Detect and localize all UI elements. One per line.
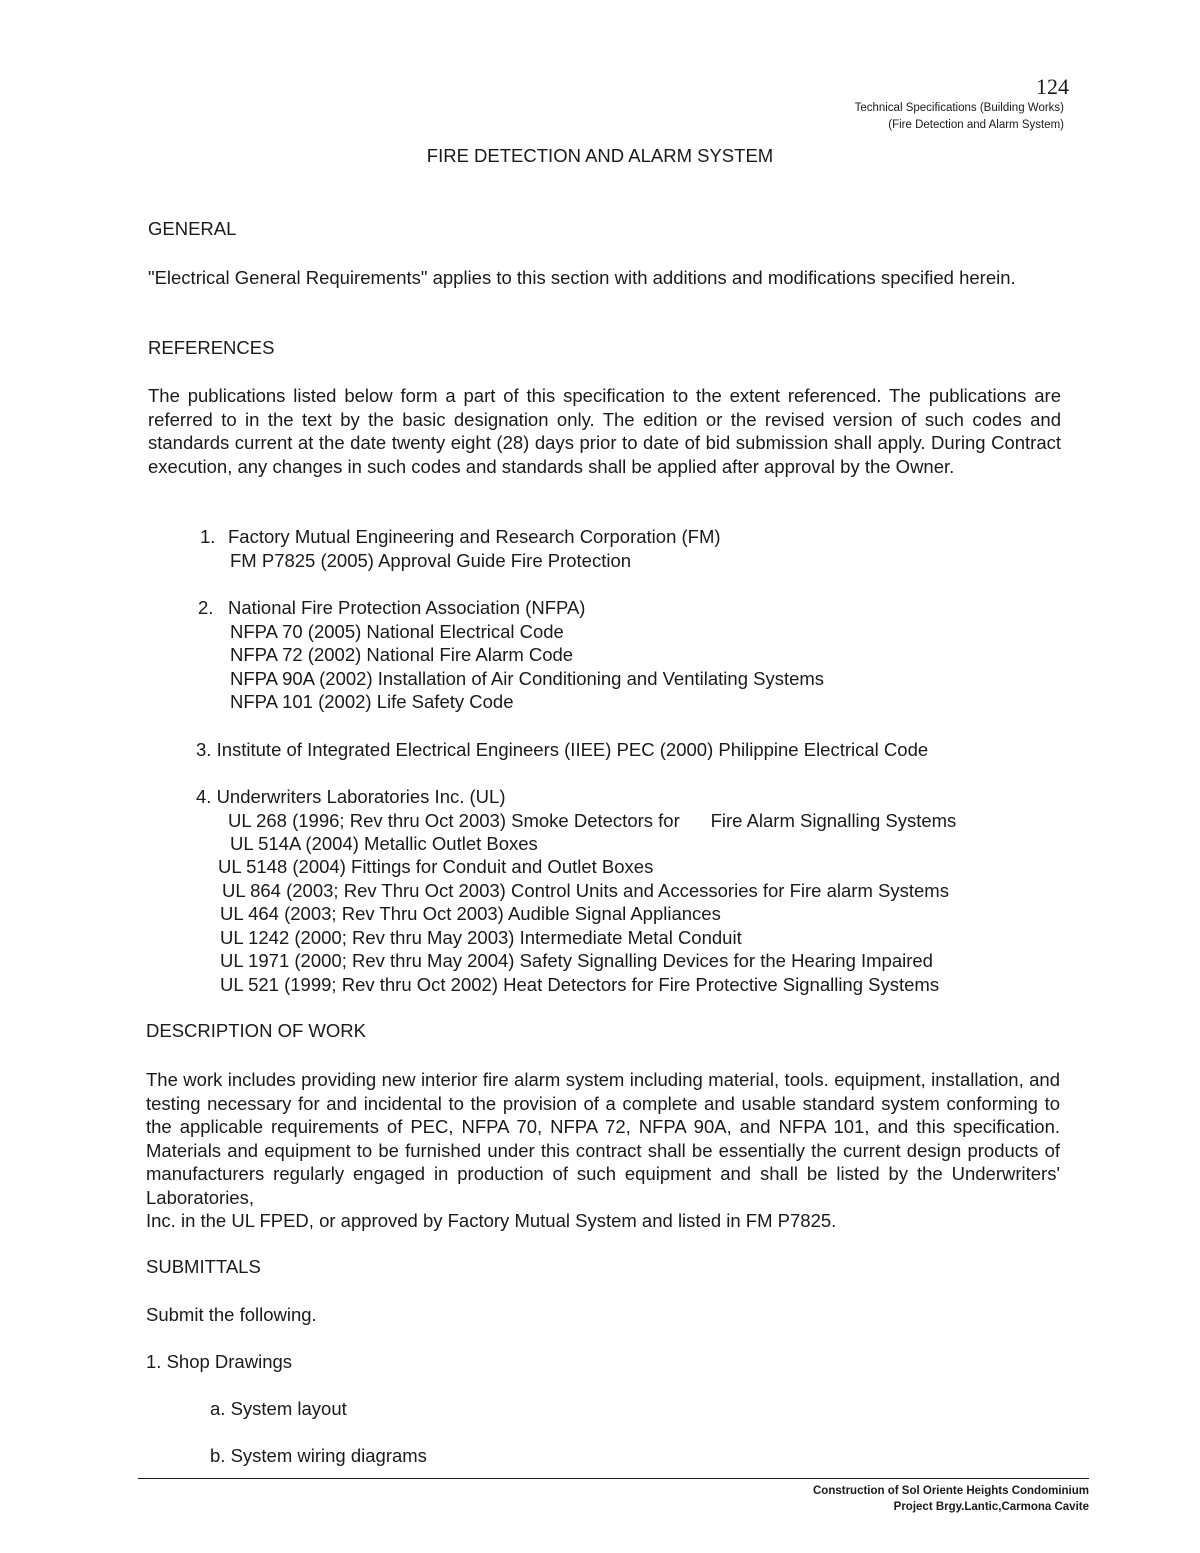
general-paragraph: "Electrical General Requirements" applies to this section with additions and modifications specified herein. (148, 267, 1016, 288)
reference-line: NFPA 90A (2002) Installation of Air Conditioning and Ventilating Systems (230, 668, 825, 689)
reference-item-1-number: 1. (200, 526, 216, 547)
section-heading-general: GENERAL (148, 218, 237, 239)
references-paragraph: The publications listed below form a part of this specification to the extent referenced. The publications are referred to in the text by the basic designation only. The edition or the revised version of such codes and standards current at the date twenty eight (28) days prior to date of bid submission shall apply. During Contract execution, any changes in such codes and standards shall be applied after approval by the Owner. (148, 385, 1061, 477)
submittal-item-1: 1. Shop Drawings (146, 1351, 293, 1372)
section-heading-description: DESCRIPTION OF WORK (146, 1020, 366, 1041)
reference-item-2-number: 2. (198, 597, 214, 618)
reference-line: UL 1242 (2000; Rev thru May 2003) Intermediate Metal Conduit (220, 927, 742, 948)
reference-item-3: 3. Institute of Integrated Electrical Engineers (IIEE) PEC (2000) Philippine Electrical Code (196, 739, 929, 760)
reference-line: UL 464 (2003; Rev Thru Oct 2003) Audible Signal Appliances (220, 903, 721, 924)
header-line-2: (Fire Detection and Alarm System) (888, 119, 1064, 131)
submittals-intro: Submit the following. (146, 1304, 317, 1325)
reference-line: FM P7825 (2005) Approval Guide Fire Protection (230, 550, 632, 571)
reference-item-2-title: National Fire Protection Association (NFPA) (228, 597, 586, 618)
reference-line: NFPA 101 (2002) Life Safety Code (230, 691, 514, 712)
reference-line: NFPA 70 (2005) National Electrical Code (230, 621, 564, 642)
reference-line: UL 268 (1996; Rev thru Oct 2003) Smoke Detectors for Fire Alarm Signalling Systems (228, 810, 957, 831)
footer-divider (138, 1478, 1089, 1479)
description-paragraph-last-line: Inc. in the UL FPED, or approved by Factory Mutual System and listed in FM P7825. (146, 1210, 837, 1231)
reference-item-1-title: Factory Mutual Engineering and Research Corporation (FM) (228, 526, 721, 547)
footer-line-2: Project Brgy.Lantic,Carmona Cavite (893, 1501, 1089, 1513)
reference-line: UL 5148 (2004) Fittings for Conduit and Outlet Boxes (218, 856, 654, 877)
reference-line: UL 514A (2004) Metallic Outlet Boxes (230, 833, 538, 854)
reference-line: UL 521 (1999; Rev thru Oct 2002) Heat Detectors for Fire Protective Signalling Systems (220, 974, 940, 995)
reference-line: NFPA 72 (2002) National Fire Alarm Code (230, 644, 574, 665)
description-paragraph: The work includes providing new interior fire alarm system including material, tools. equipment, installation, and testing necessary for and incidental to the provision of a complete and usable standard system conforming to the applicable requirements of PEC, NFPA 70, NFPA 72, NFPA 90A, and NFPA 101, and this specification. Materials and equipment to be furnished under this contract shall be essentially the current design products of manufacturers regularly engaged in production of such equipment and shall be listed by the Underwriters' Laboratories, (146, 1069, 1060, 1208)
reference-item-4-title: 4. Underwriters Laboratories Inc. (UL) (196, 786, 506, 807)
reference-line: UL 1971 (2000; Rev thru May 2004) Safety Signalling Devices for the Hearing Impaired (220, 950, 933, 971)
submittal-sub-item-b: b. System wiring diagrams (210, 1445, 427, 1466)
reference-line: UL 864 (2003; Rev Thru Oct 2003) Control Units and Accessories for Fire alarm Systems (222, 880, 949, 901)
header-line-1: Technical Specifications (Building Works) (854, 102, 1064, 114)
submittal-sub-item-a: a. System layout (210, 1398, 347, 1419)
document-title: FIRE DETECTION AND ALARM SYSTEM (426, 145, 774, 166)
section-heading-submittals: SUBMITTALS (146, 1256, 261, 1277)
footer-line-1: Construction of Sol Oriente Heights Condominium (813, 1485, 1089, 1497)
page-number: 124 (1036, 74, 1069, 99)
section-heading-references: REFERENCES (148, 337, 275, 358)
